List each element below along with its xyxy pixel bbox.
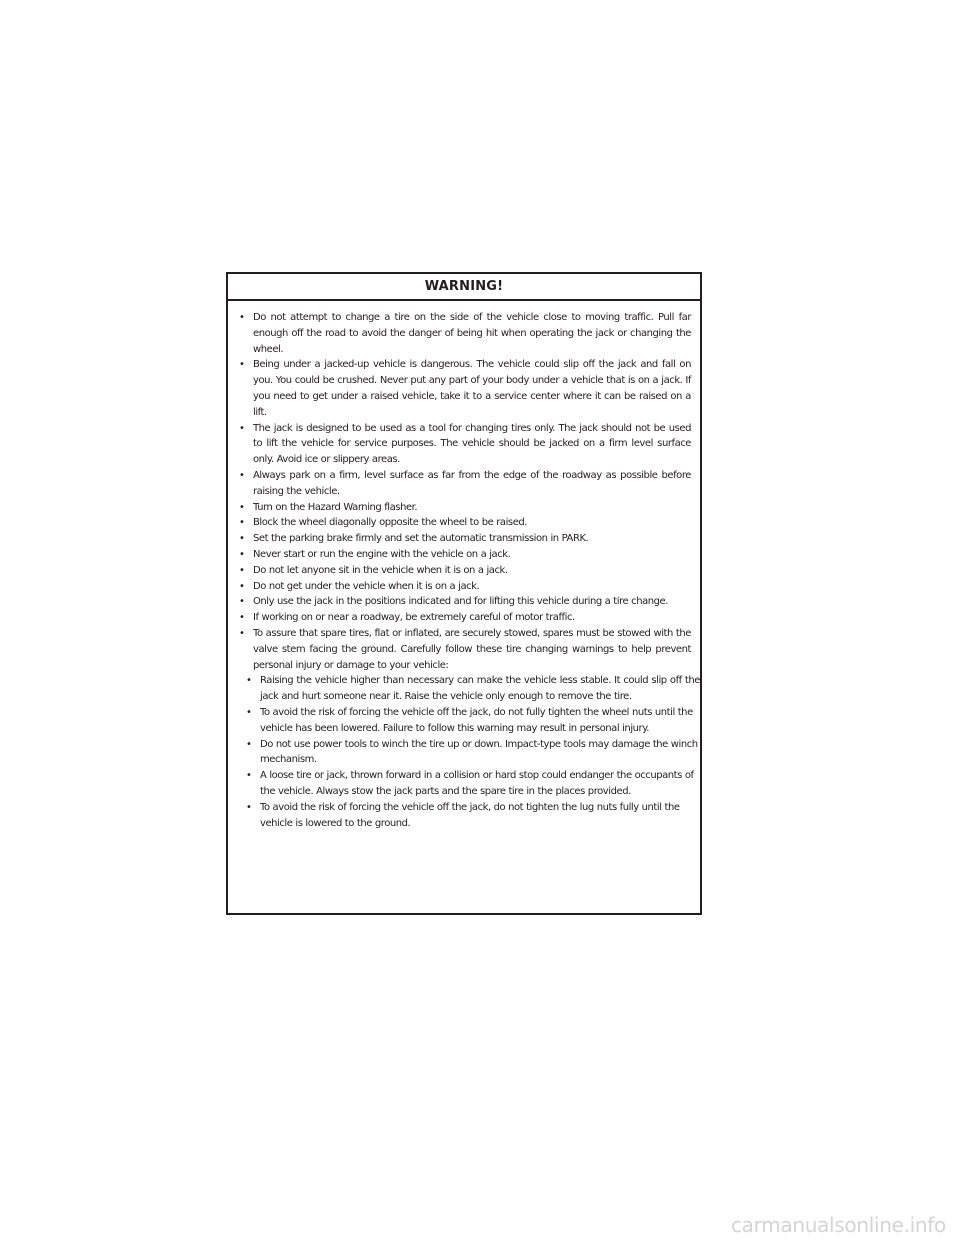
warning-item-3: • The jack is designed to be used as a tool for changing tires only. The jack should not be used to lift the vehicle for service purposes. The vehicle should be jacked on a firm level surface only. Avoid ice or slippery areas. [237, 421, 691, 468]
warning-item-1: • Do not attempt to change a tire on the side of the vehicle close to moving traffic. Pull far enough off the road to avoid the danger of being hit when operating the jack or changing the wheel. [237, 310, 691, 357]
warning-item-13: • To assure that spare tires, flat or inflated, are securely stowed, spares must be stowed with the valve stem facing the ground. Carefully follow these tire changing warnings to help prevent personal injury or damage to your vehicle: [237, 626, 691, 673]
warning-item-10: • Do not get under the vehicle when it is on a jack. [237, 579, 691, 595]
warning-item-12: • If working on or near a roadway, be extremely careful of motor traffic. [237, 610, 691, 626]
warning-item-7: • Set the parking brake firmly and set the automatic transmission in PARK. [237, 531, 691, 547]
warning-list [228, 301, 700, 673]
warning-sub-item-3: • Do not use power tools to winch the tire up or down. Impact-type tools may damage the winch mechanism. [244, 737, 700, 769]
warning-item-9: • Do not let anyone sit in the vehicle when it is on a jack. [237, 563, 691, 579]
warning-item-11: • Only use the jack in the positions indicated and for lifting this vehicle during a tire change. [237, 594, 691, 610]
warning-item-8: • Never start or run the engine with the vehicle on a jack. [237, 547, 691, 563]
warning-sub-item-4: • A loose tire or jack, thrown forward in a collision or hard stop could endanger the occupants of the vehicle. Always stow the jack parts and the spare tire in the places provided. [244, 768, 700, 800]
warning-box [226, 272, 702, 915]
watermark: carmanualsonline.info [730, 1213, 946, 1237]
warning-item-6: • Block the wheel diagonally opposite the wheel to be raised. [237, 515, 691, 531]
warning-item-5: • Turn on the Hazard Warning flasher. [237, 500, 691, 516]
warning-item-2: • Being under a jacked-up vehicle is dangerous. The vehicle could slip off the jack and fall on you. You could be crushed. Never put any part of your body under a vehicle that is on a jack. If you need to get under a raised vehicle, take it to a service center where it can be raised on a lift. [237, 357, 691, 420]
warning-sub-item-5: • To avoid the risk of forcing the vehicle off the jack, do not tighten the lug nuts fully until the vehicle is lowered to the ground. [244, 800, 700, 832]
warning-sub-item-1: • Raising the vehicle higher than necessary can make the vehicle less stable. It could slip off the jack and hurt someone near it. Raise the vehicle only enough to remove the tire. [244, 673, 700, 705]
warning-item-4: • Always park on a firm, level surface as far from the edge of the roadway as possible before raising the vehicle. [237, 468, 691, 500]
warning-title: WARNING! [228, 274, 700, 301]
warning-sub-list [228, 673, 700, 831]
warning-sub-item-2: • To avoid the risk of forcing the vehicle off the jack, do not fully tighten the wheel nuts until the vehicle has been lowered. Failure to follow this warning may result in personal injury. [244, 705, 700, 737]
